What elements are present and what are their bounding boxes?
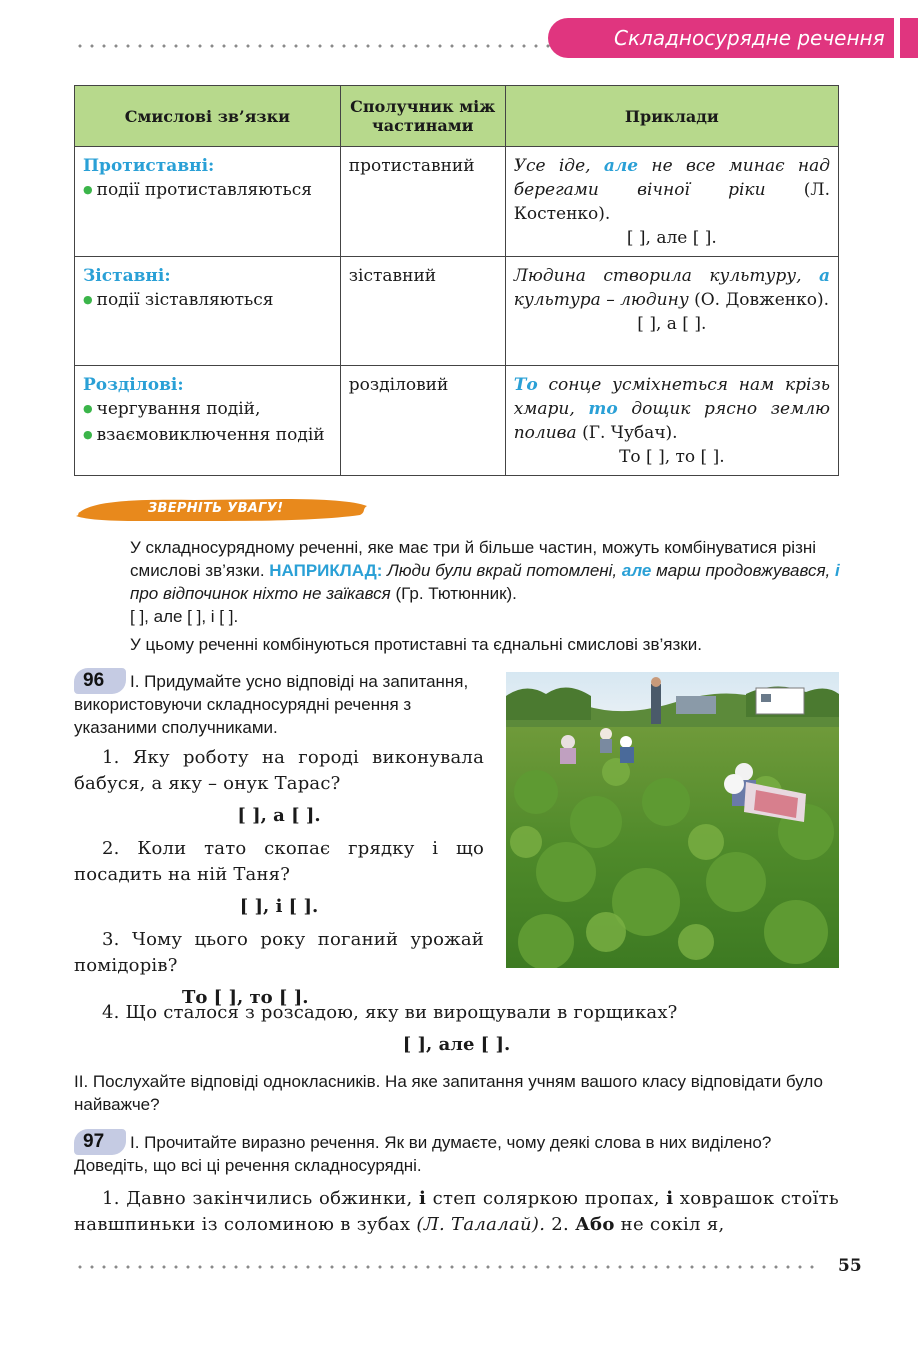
table-row: [75, 366, 839, 476]
example-label: НАПРИКЛАД:: [269, 561, 383, 580]
answer-scheme: [ ], і [ ].: [239, 896, 319, 917]
relation-category: Протиставні:: [83, 156, 215, 176]
highlighted-conjunction: але: [621, 561, 652, 580]
example-cell: [505, 147, 838, 257]
example-text: Усе іде, але не все минає над берегами вічної ріки (Л. Костенко).: [513, 156, 830, 224]
tab-edge-stripe: [900, 18, 918, 58]
table-header-cell: Смислові зв’язки: [75, 86, 341, 147]
relation-category: Зіставні:: [83, 266, 171, 286]
sentence-scheme: [ ], але [ ].: [626, 228, 717, 248]
exercise-96-part-2: ІІ. Послухайте відповіді однокласників. На яке запитання учням вашого класу відповідати було найважче?: [74, 1072, 823, 1114]
field-workers-photo: [506, 672, 839, 968]
sentence-scheme: То [ ], то [ ].: [619, 447, 725, 467]
table-header-cell: Приклади: [505, 86, 838, 147]
table-header-cell: Сполучник між частинами: [340, 86, 505, 147]
highlighted-conjunction: і: [666, 1188, 674, 1209]
highlighted-conjunction: а: [818, 266, 830, 286]
table-row: [75, 257, 839, 366]
highlighted-conjunction: То: [513, 375, 538, 395]
relation-cell: [75, 366, 341, 476]
page-number: 55: [838, 1256, 862, 1276]
note-paragraph: У складносурядному реченні, яке має три й більше частин, можуть комбінуватися різні смислові зв’язки. НАПРИКЛАД: Люди були вкрай потомлені, але марш продовжувався, і про відпочинок ніхто не заїкався (Гр. Тютюнник).: [130, 538, 840, 603]
exercise-96-questions: [74, 745, 484, 1018]
example-text: То сонце усміхнеться нам крізь хмари, то дощик рясно землю полива (Г. Чубач).: [513, 375, 830, 443]
highlighted-conjunction: Або: [575, 1214, 615, 1235]
question-text: 3. Чому цього року поганий урожай помідорів?: [74, 929, 484, 976]
question-text: 1. Яку роботу на городі виконувала бабуся, а яку – онук Тарас?: [74, 747, 484, 794]
conjunction-cell: розділовий: [340, 366, 505, 476]
sentence-scheme: [ ], а [ ].: [637, 314, 707, 334]
top-dotted-rule: [74, 44, 554, 48]
highlighted-conjunction: то: [588, 399, 618, 419]
highlighted-conjunction: і: [835, 561, 840, 580]
semantic-relations-table: [74, 85, 839, 476]
conjunction-cell: протиставний: [340, 147, 505, 257]
table-header-row: [75, 86, 839, 147]
table-row: [75, 147, 839, 257]
answer-scheme: [ ], а [ ].: [237, 805, 321, 826]
conjunction-cell: зіставний: [340, 257, 505, 366]
example-cell: [505, 257, 838, 366]
bottom-dotted-rule: [74, 1265, 819, 1269]
note-paragraph: У цьому реченні комбінуються протиставні та єднальні смислові зв’язки.: [130, 635, 702, 654]
relation-bullet: ● події протиставляються: [83, 178, 332, 204]
exercise-96-question-4: [74, 1000, 839, 1065]
relation-bullet: ● взаємовиключення подій: [83, 423, 332, 449]
relation-cell: [75, 147, 341, 257]
relation-bullet: ● події зіставляються: [83, 288, 332, 314]
relation-category: Розділові:: [83, 375, 184, 395]
highlighted-conjunction: і: [419, 1188, 427, 1209]
relation-cell: [75, 257, 341, 366]
question-text: 2. Коли тато скопає грядку і що посадить на ній Таня?: [74, 838, 484, 885]
section-title-tab: Складносурядне речення: [548, 18, 894, 58]
highlighted-conjunction: але: [603, 156, 639, 176]
exercise-number-badge: 96: [74, 668, 126, 694]
example-cell: [505, 366, 838, 476]
note-scheme: [ ], але [ ], і [ ].: [130, 607, 239, 626]
attention-note: [130, 536, 840, 661]
exercise-96-intro: І. Придумайте усно відповіді на запитання, використовуючи складносурядні речення з указаними сполучниками.: [74, 672, 469, 737]
answer-scheme: [ ], але [ ].: [402, 1034, 511, 1055]
attention-label: ЗВЕРНІТЬ УВАГУ!: [148, 501, 284, 516]
question-text: 4. Що сталося з розсадою, яку ви вирощували в горщиках?: [102, 1002, 678, 1023]
answer-scheme: То [ ], то [ ].: [182, 987, 309, 1008]
example-text: Людина створила культуру, а культура – людину (О. Довженко).: [513, 266, 830, 310]
relation-bullet: ● чергування подій,: [83, 397, 332, 423]
exercise-97-sentences: 1. Давно закінчились обжинки, і степ соляркою пропах, і ховрашок стоїть навшпиньки із соломиною в зубах (Л. Талалай). 2. Або не сокіл я,: [74, 1188, 839, 1235]
exercise-97-intro: І. Прочитайте виразно речення. Як ви думаєте, чому деякі слова в них виділено? Доведіть, що всі ці речення складносурядні.: [74, 1133, 772, 1175]
exercise-number-badge: 97: [74, 1129, 126, 1155]
